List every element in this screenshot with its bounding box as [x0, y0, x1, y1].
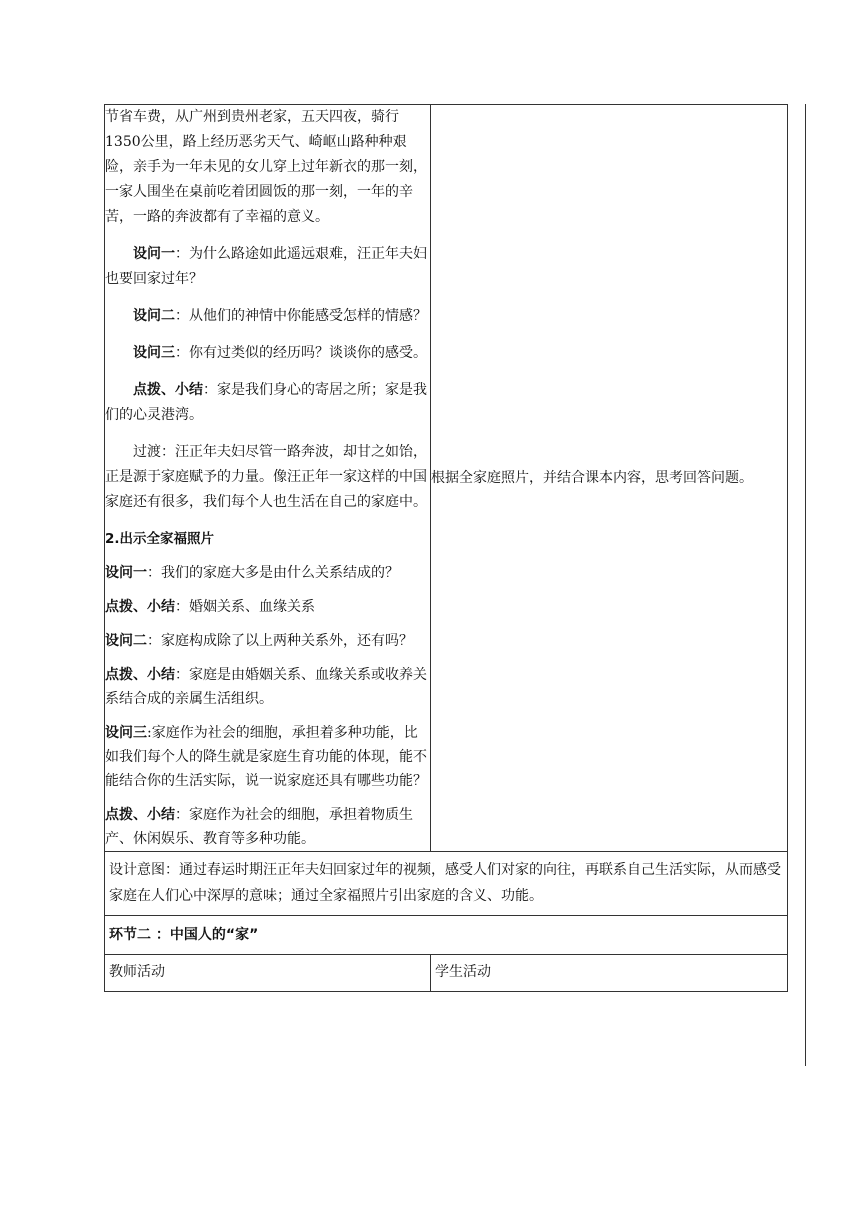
photo-summary-three: 点拨、小结：家庭作为社会的细胞，承担着物质生产、休闲娱乐、教育等多种功能。: [105, 807, 413, 847]
activity-row: [105, 105, 788, 852]
design-intent-cell: 设计意图：通过春运时期汪正年夫妇回家过年的视频，感受人们对家的向往，再联系自己生活实际，从而感受家庭在人们心中深厚的意味；通过全家福照片引出家庭的含义、功能。: [105, 852, 788, 916]
question-label: 设问三: [133, 345, 175, 361]
question-three: 设问三：你有过类似的经历吗？谈谈你的感受。: [133, 345, 427, 361]
photo-summary-one: 点拨、小结：婚姻关系、血缘关系: [105, 599, 315, 615]
section-two-title: 环节二 ：中国人的“家”: [109, 927, 259, 943]
photo-summary-two: 点拨、小结：家庭是由婚姻关系、血缘关系或收养关系结合成的亲属生活组织。: [105, 667, 427, 707]
transition-paragraph: 过渡：汪正年夫妇尽管一路奔波，却甘之如饴，正是源于家庭赋予的力量。像汪正年一家这样的中国家庭还有很多，我们每个人也生活在自己的家庭中。: [105, 444, 427, 510]
video-story-paragraph: 节省车费，从广州到贵州老家，五天四夜，骑行1350公里，路上经历恶劣天气、崎岖山路种种艰险，亲手为一年未见的女儿穿上过年新衣的那一刻，一家人围坐在桌前吃着团圆饭的那一刻，一年的辛苦，一路的奔波都有了幸福的意义。: [105, 109, 427, 225]
question-label: 设问二: [133, 308, 175, 324]
teacher-activity-cell: [105, 105, 431, 852]
summary-one: 点拨、小结：家是我们身心的寄居之所；家是我们的心灵港湾。: [105, 382, 427, 423]
summary-label: 点拨、小结: [133, 382, 203, 398]
table-header-row: [105, 955, 788, 992]
teacher-activity-header: 教师活动: [105, 955, 431, 992]
photo-question-three: 设问三:家庭作为社会的细胞，承担着多种功能，比如我们每个人的降生就是家庭生育功能的体现，能不能结合你的生活实际，说一说家庭还具有哪些功能？: [105, 725, 427, 789]
student-activity-cell: [431, 105, 788, 852]
photo-question-one: 设问一：我们的家庭大多是由什么关系结成的？: [105, 565, 399, 581]
photo-question-two: 设问二：家庭构成除了以上两种关系外，还有吗？: [105, 633, 413, 649]
page-border-line: [805, 104, 806, 1066]
question-one: 设问一：为什么路途如此遥远艰难，汪正年夫妇也要回家过年？: [105, 246, 427, 287]
question-two: 设问二：从他们的神情中你能感受怎样的情感？: [133, 308, 427, 324]
design-intent-row: [105, 852, 788, 916]
lesson-plan-table: [104, 104, 788, 992]
section-heading: 2.出示全家福照片: [105, 531, 215, 547]
question-label: 设问一: [133, 246, 175, 262]
section-two-row: [105, 916, 788, 955]
student-activity-header: 学生活动: [431, 955, 788, 992]
student-activity-text: 根据全家庭照片，并结合课本内容，思考回答问题。: [431, 470, 753, 486]
